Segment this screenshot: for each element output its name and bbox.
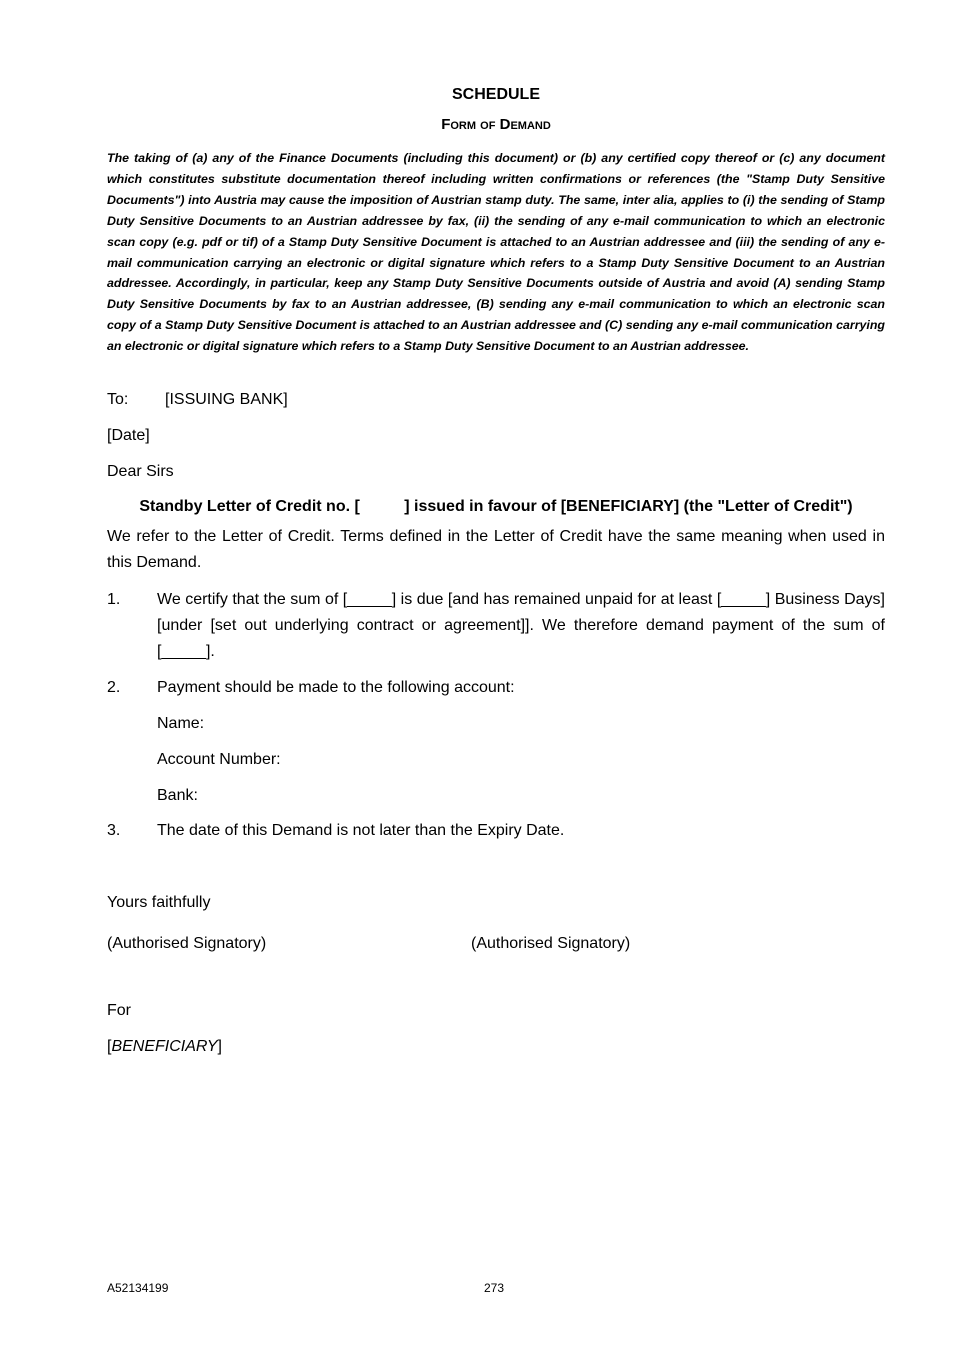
date-placeholder: [Date] <box>107 427 150 444</box>
document-page <box>107 0 885 1365</box>
schedule-heading: SCHEDULE <box>451 86 540 103</box>
item-text: Payment should be made to the following account: <box>157 679 515 696</box>
beneficiary-placeholder: BENEFICIARY <box>111 1038 218 1055</box>
item-number: 2. <box>107 679 121 696</box>
stamp-duty-notice: The taking of (a) any of the Finance Documents (including this document) or (b) any certified copy thereof or (c) any document which constitutes substitute documentation thereof including written confirmations or references (the "Stamp Duty Sensitive Documents") into Austria may cause the imposition of Austrian stamp duty. The same, inter alia, applies to (i) the sending of Stamp Duty Sensitive Documents to an Austrian addressee by fax, (ii) the sending of any e-mail communication to which an electronic scan copy (e.g. pdf or tif) of a Stamp Duty Sensitive Document is attached to an Austrian addressee and (iii) the sending of any e-mail communication carrying an electronic or digital signature which refers to a Stamp Duty Sensitive Document to an Austrian addressee. Accordingly, in particular, keep any Stamp Duty Sensitive Documents outside of Austria and avoid (A) sending Stamp Duty Sensitive Documents by fax to an Austrian addressee, (B) sending any e-mail communication to which an electronic scan copy of a Stamp Duty Sensitive Document is attached to an Austrian addressee and (C) sending any e-mail communication carrying an electronic or digital signature which refers to a Stamp Duty Sensitive Document to an Austrian addressee. <box>107 151 885 354</box>
for-label: For <box>107 1002 131 1019</box>
item-number: 3. <box>107 822 121 839</box>
item-text: The date of this Demand is not later than the Expiry Date. <box>157 822 565 839</box>
demand-item-1 <box>107 587 885 665</box>
account-number-label: Account Number: <box>157 751 281 768</box>
bracket-open: [ <box>107 1038 112 1055</box>
letter-of-credit-title: Standby Letter of Credit no. [ ] issued in favour of [BENEFICIARY] (the "Letter of Credit") <box>139 498 853 515</box>
bank-label: Bank: <box>157 787 198 804</box>
valediction: Yours faithfully <box>107 894 211 911</box>
demand-item-3 <box>107 818 885 844</box>
form-of-demand-heading: Form of Demand <box>441 116 551 133</box>
signatory-right: (Authorised Signatory) <box>471 935 631 952</box>
to-label: To: <box>107 391 129 408</box>
beneficiary-line <box>107 1037 222 1057</box>
intro-paragraph: We refer to the Letter of Credit. Terms defined in the Letter of Credit have the same meaning when used in this Demand. <box>107 528 885 571</box>
issuing-bank-placeholder: [ISSUING BANK] <box>165 391 288 408</box>
account-name-label: Name: <box>157 715 205 732</box>
addressee-line <box>107 390 288 410</box>
item-number: 1. <box>107 591 121 608</box>
page-number: 273 <box>484 1281 505 1295</box>
bracket-close: ] <box>217 1038 222 1055</box>
demand-item-2 <box>107 675 885 701</box>
item-text: We certify that the sum of [_____] is due [and has remained unpaid for at least [_____] Business Days] [under [set out underlying contract or agreement]]. We therefore demand payment of the sum of [_____]. <box>157 591 885 660</box>
document-reference: A52134199 <box>107 1281 169 1295</box>
signatory-left: (Authorised Signatory) <box>107 935 267 952</box>
salutation: Dear Sirs <box>107 463 174 480</box>
